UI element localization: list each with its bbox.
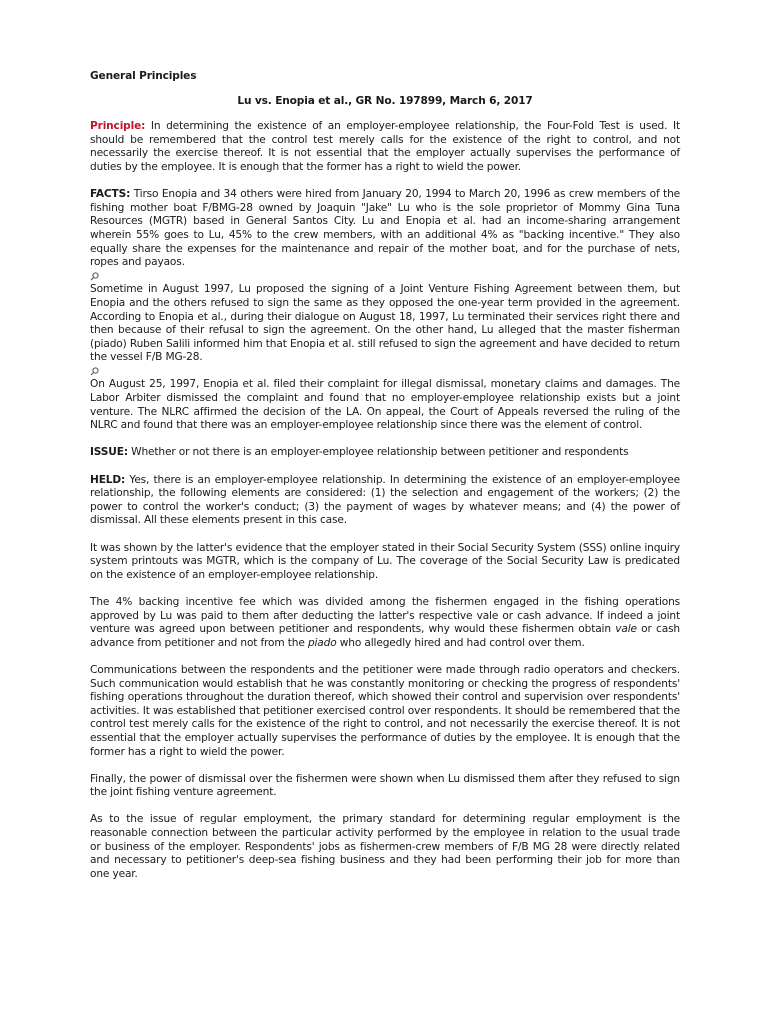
issue-label: ISSUE: xyxy=(90,446,128,459)
magnifier-icon xyxy=(90,365,680,379)
facts-paragraph-2: Sometime in August 1997, Lu proposed the signing of a Joint Venture Fishing Agreement between them, but Enopia and the others refused to sign the same as they opposed the one-year term provided in the agreement. According to Enopia et al., during their dialogue on August 18, 1997, Lu terminated their services right there and then because of their refusal to sign the agreement. On the other hand, Lu alleged that the master fisherman (piado) Ruben Salili informed him that Enopia et al. still refused to sign the agreement and have decided to return the vessel F/B MG-28. xyxy=(90,283,680,364)
held-paragraph xyxy=(90,474,680,528)
held-label: HELD: xyxy=(90,473,126,486)
principle-paragraph xyxy=(90,120,680,174)
principle-label: Principle: xyxy=(90,120,146,133)
backing-text-c: who allegedly hired and had control over them. xyxy=(336,636,585,649)
issue-paragraph xyxy=(90,446,680,460)
dismissal-paragraph: Finally, the power of dismissal over the fishermen were shown when Lu dismissed them after they refused to sign the joint fishing venture agreement. xyxy=(90,772,680,799)
regular-employment-paragraph: As to the issue of regular employment, the primary standard for determining regular employment is the reasonable connection between the particular activity performed by the employee in relation to the usual trade or business of the employer. Respondents' jobs as fishermen-crew members of F/B MG 28 were directly related and necessary to petitioner's deep-sea fishing business and they had been performing their job for more than one year. xyxy=(90,813,680,880)
facts-label: FACTS: xyxy=(90,188,131,201)
backing-incentive-paragraph xyxy=(90,596,680,650)
backing-text-a: The 4% backing incentive fee which was divided among the fishermen engaged in the fishing operations approved by Lu was paid to them after deducting the latter's respective vale or cash advance. If indeed a joint venture was agreed upon between petitioner and respondents, why would these fishermen obtain xyxy=(90,595,680,636)
principle-text: In determining the existence of an employer-employee relationship, the Four-Fold Test is used. It should be remembered that the control test merely calls for the existence of the right to control, and not necessarily the exercise thereof. It is not essential that the employer actually supervises the performance of duties by the employee. It is enough that the former has a right to wield the power. xyxy=(90,120,680,173)
facts-text-1: Tirso Enopia and 34 others were hired from January 20, 1994 to March 20, 1996 as crew members of the fishing mother boat F/BMG-28 owned by Joaquin "Jake" Lu who is the sole proprietor of Mommy Gina Tuna Resources (MGTR) based in General Santos City. Lu and Enopia et al. had an income-sharing arrangement wherein 55% goes to Lu, 45% to the crew members, with an additional 4% as "backing incentive." They also equally share the expenses for the maintenance and repair of the mother boat, and for the purchase of nets, ropes and payaos. xyxy=(90,188,680,269)
facts-paragraph-1 xyxy=(90,188,680,270)
facts-paragraph-3: On August 25, 1997, Enopia et al. filed their complaint for illegal dismissal, monetary claims and damages. The Labor Arbiter dismissed the complaint and found that no employer-employee relationship exists but a joint venture. The NLRC affirmed the decision of the LA. On appeal, the Court of Appeals reversed the ruling of the NLRC and found that there was an employer-employee relationship since there was the element of control. xyxy=(90,378,680,432)
magnifier-icon xyxy=(90,270,680,284)
piado-term: piado xyxy=(307,636,337,649)
vale-term: vale xyxy=(615,623,637,636)
case-title: Lu vs. Enopia et al., GR No. 197899, March 6, 2017 xyxy=(237,94,533,107)
communications-paragraph: Communications between the respondents and the petitioner were made through radio operators and checkers. Such communication would establish that he was constantly monitoring or checking the progress of respondents' fishing operations throughout the duration thereof, which showed their control and supervision over respondents' activities. It was established that petitioner exercised control over respondents. It should be remembered that the control test merely calls for the existence of the right to control, and not necessarily the exercise thereof. It is not essential that the employer actually supervises the performance of duties by the employee. It is enough that the former has a right to wield the power. xyxy=(90,663,680,758)
document-page xyxy=(90,70,680,895)
backing-text-b: or cash advance from petitioner and not from the xyxy=(90,623,680,649)
sss-paragraph: It was shown by the latter's evidence that the employer stated in their Social Security System (SSS) online inquiry system printouts was MGTR, which is the company of Lu. The coverage of the Social Security Law is predicated on the existence of an employer-employee relationship. xyxy=(90,541,680,581)
section-heading: General Principles xyxy=(90,70,197,82)
held-text: Yes, there is an employer-employee relationship. In determining the existence of an employer-employee relationship, the following elements are considered: (1) the selection and engagement of the workers; (2) the power to control the worker's conduct; (3) the payment of wages by whatever means; and (4) the power of dismissal. All these elements present in this case. xyxy=(90,473,680,527)
issue-text: Whether or not there is an employer-employee relationship between petitioner and respondents xyxy=(127,446,629,459)
